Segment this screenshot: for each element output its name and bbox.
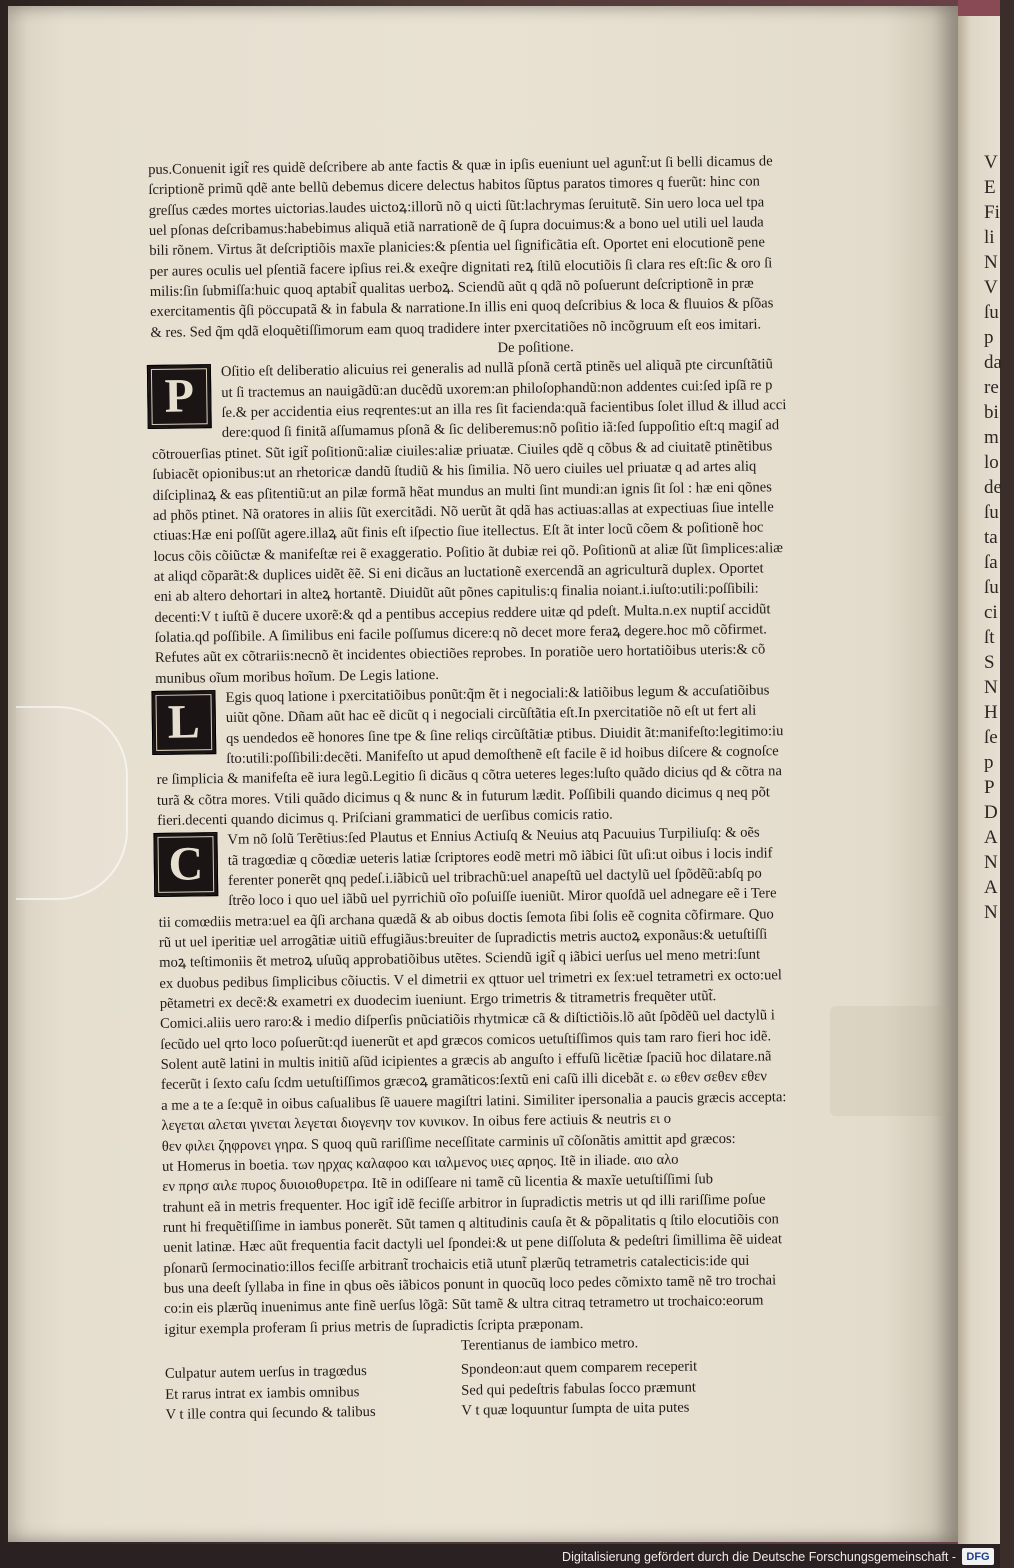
text-line: Comici.aliis uero raro:& i medio diſperſis pnũciatiõis rhytmicæ cã & diſtictiõis.lõ aũt ſpõdẽũ uel dactylũ i [159,1007,775,1033]
text-line: pſonarũ ſermocinatio:illos feciſſe arbitrant̃ trochaicis etiã utunt̃ plærũq tetrametris catalecticis:ide qui [163,1252,750,1277]
paragraph-prisciani [159,902,935,1340]
heading-de-positione: De poſitione. [497,339,574,357]
text-line: uiũt qõne. Dñam aũt hac eẽ dicũt q i negociali circũſtãtia eſt.In pxercitatiõe nõ eſt ut fert ali [225,702,757,727]
text-line: a me a te a ſe:quẽ in oibus caſualibus ſẽ uauere magiſtri latini. Similiter ipersonalia a paucis græcis accepta: [161,1088,787,1114]
paragraph-positione-indented [151,353,922,445]
text-line: pus.Conuenit igit̃ res quidẽ deſcribere ab ante factis & quæ in ipſis eueniunt uel agunt̃:ut ſi belli dicamus de [148,153,773,178]
heading-terentianus: Terentianus de iambico metro. [460,1335,639,1354]
text-line: fecerũt i ſexto caſu ſcdm uetuſtiſſimos græcoꝝ gramãticos:ſextũ eni caſũ illi dicebãt ε. ω εθεν σεθεν εθεν [160,1068,768,1094]
next-leaf-line: P [984,777,995,798]
next-leaf-line: Fi [984,202,1000,223]
text-line: decenti:V t iuſtũ ẽ ducere uxorẽ:& qd a pentibus accepius reddere uitæ qd pdeſt. Multa.n.ex nuptiſ accidũt [154,600,771,626]
text-line: Vm nõ ſolũ Terẽtius:ſed Plautus et Ennius Actiuſq & Neuius atq Pacuuius Turpiliuſq: & oẽs [227,824,760,849]
next-leaf-line: V [984,152,998,173]
verse-right: Spondeon:aut quem comparem receperit [460,1358,698,1379]
initial-letter-c: C [153,832,218,897]
text-line: pẽtametri ex decẽ:& exametri ex duodecim iueniunt. Ergo trimetris & titrametris frequẽter utũt̃. [159,988,717,1013]
next-leaf-edge [958,0,1000,1550]
text-line: ſubiacẽt opionibus:ut an rhetoricæ dandũ ſtudiũ & his ſimilia. Nõ uero ciuiles uel priuatæ q ad artes aliq [152,458,757,484]
next-leaf-line: re [984,377,999,398]
text-line: igitur exempla proferam ſi prius metris de ſupradictis ſcripta præponam. [164,1315,584,1338]
text-line: diſciplinaꝝ & eas pſitentiũ:ut an pilæ formã hẽat mundus an multi ſint mundi:an ignis ſit ſol : hæ eni qõnes [152,478,773,504]
text-line: moꝝ teſtimoniis ẽt metroꝝ uſuũq approbatiõibus utẽtes. Sciendũ igit̃ q iãbici uerſus uel meno metri:ſunt [159,946,761,972]
next-leaf-line: li [984,227,995,248]
next-leaf-line: N [984,852,998,873]
ribbon-edge [958,0,1000,16]
next-leaf-line: ſe [984,727,998,748]
next-leaf-line: m [984,427,999,448]
next-leaf-text [984,150,1014,925]
next-leaf-line: H [984,702,998,723]
next-leaf-line: A [984,877,998,898]
text-line: ex duobus pedibus ſimplicibus cõiuctis. V el dimetrii ex qttuor uel trimetri ex ſex:uel tetrametri ex octo:uel [159,966,782,992]
next-leaf-line: ſu [984,577,999,598]
next-leaf-line: de [984,477,1002,498]
text-line: θεν φιλει ζηφρονει γηρα. S quoq quũ rariſſime neceſſitate carminis uĩ cõſonãtis amittit apd græcos: [161,1130,736,1155]
next-leaf-line: da [984,352,1002,373]
next-leaf-line: N [984,252,998,273]
next-leaf-line: ta [984,527,998,548]
text-line: trahunt eã in metris frequenter. Hoc igit̃ idẽ feciſſe arbitror in ſupradictis metris ut qd illi rariſſime poſue [162,1191,766,1216]
next-leaf-line: E [984,177,996,198]
text-line: ſcriptionẽ primũ qdẽ ante bellũ debemus dicere delectus habitos ſũptus paratos timores q fuerũt: hinc con [148,173,761,199]
verse-right: V t quæ loquuntur ſumpta de uita putes [461,1399,690,1419]
paragraph-legis-indented [155,678,926,770]
text-line: uenit latinæ. Hæc aũt frequentia facit dactyli uel ſpondei:& ut pene diſſoluta & pedeſtri ſimillima ẽẽ uideat [163,1231,783,1257]
text-line: rũ ut uel iperitiæ uel arrogãtiæ uitiũ effugiãus:breuiter de ſupradictis metris auctoꝝ exponãus:& uetuſtiſſi [158,926,768,951]
text-line: fieri.decenti quando dicimus q. Priſciani grammatici de uerſibus comicis ratio. [157,806,613,829]
next-leaf-line: lo [984,452,999,473]
text-line: greſſus cædes mortes uictorias.laudes uictoꝝ:illorũ nõ q uicti ſũt:lachrymas ſeruitutẽ. Sin uero loca uel tpa [148,194,765,219]
text-line: ſolatia.qd poſſibile. A ſimilibus eni facile poſſumus dicere:q nõ decet more feraꝝ degere.hoc mõ cõfirmet. [154,621,767,646]
text-line: dere:quod ſi finitã aſſumamus pſonã & ſic deliberemus:nõ poſitio iã:ſed ſuppoſitio eſt:q magiſ ad [221,417,780,442]
paragraph-prisciani-indented [157,821,928,913]
next-leaf-line: A [984,827,998,848]
text-line: re ſimplicia & manifeſta eẽ iura legũ.Legitio ſi dicãus q cõtra ueteres leges:luſto quãdo dicius qd & cõtra na [156,763,783,789]
next-leaf-line: p [984,752,994,773]
text-line: ut ſi tractemus an nauigãdũ:an ducẽdũ uxorem:an philoſophandũ:non addentes cui:ſed ipſã re p [221,377,773,401]
next-leaf-line: N [984,902,998,923]
section-legis-latione [155,678,926,770]
text-line: uel pſonas deſcribamus:habebimus aliquã etiã narrationẽ de q̃ ſupra docuimus:& a bono uel utili uel lauda [148,214,764,240]
verse-left: V t ille contra qui ſecundo & talibus [165,1403,376,1423]
text-line: ferenter ponerẽt qnq pedeſ.i.iãbicũ uel tribrachũ:uel anapeſtũ uel dactylũ uel ſpõdẽũ:abſq po [227,865,762,889]
text-line: qs uendedos eẽ honores ſine tpe & ſine reliqs circũſtãtiæ ptibus. Diuidit ãt:manifeſto:legitimo:iu [225,722,784,747]
page-text [148,149,936,1425]
verse-left: Et rarus intrat ex iambis omnibus [165,1383,360,1403]
text-line: per aures oculis uel pſentiã facere ipſius rei.& exeq̃re dignitati reꝝ ſtilũ elocutiõis ſi clara res eſt:ſic & oro ſi [149,255,773,280]
initial-letter-l: L [151,690,216,755]
text-line: exercitamentis q̃ſi pöccupatã & in fabula & narratione.In illis eni quoq deſcribius & loca & fluuios & pſõas [150,295,774,321]
text-line: ad phõs ptinet. Nã oratores in aliis ſũt exercitãdi. Nõ uerũt ãt qdã has actiuas:allas at expectiuas ſiue intelle [152,499,774,524]
page-clip [16,706,128,900]
text-line: co:in eis plærũq inuenimus ante finẽ uerſus lõgã: Sũt tamẽ & ultra citraq tetrametro ut trochaico:eorum [163,1292,764,1318]
paragraph-positione [152,434,925,689]
verse-left: Culpatur autem uerſus in tragœdus [164,1363,367,1383]
text-line: tã tragœdiæ q cõœdiæ ueteris latiæ ſcriptores eodẽ metri mõ iãbici ſũt uſi:ut oibus i locis indif [227,845,773,869]
text-line: λεγεται αλεται γινεται λεγεται διογενην τον κυνικον. In oibus fere actiuis & neutris ει ο [161,1110,672,1135]
next-leaf-line: p [984,327,994,348]
text-line: eni ab altero dehortari in alteꝝ hortantẽ. Diuidũt aũt põnes capitulis:q finalia noiant.i.iuſto:utili:poſſibili: [153,580,759,606]
text-line: εν πρησ αιλε πυρος δυιοιοθυρετρα. Itẽ in odiſſeare ni tamẽ cũ licentia & maxĩe uetuſtiſſimi ſub [162,1171,714,1196]
text-line: milis:ſin ſubmiſſa:huic quoq aptabit̃ qualitas uerboꝝ. Sciendũ aũt q qdã nõ poſuerunt deſcriptionẽ in præ [149,275,754,301]
text-line: bus una deeſt ſyllaba in fine in qbus oẽs iãbicos ponunt in quocũq loco pedes cõmixto tamẽ nẽ tro trochai [163,1272,777,1297]
next-leaf-line: ſu [984,502,999,523]
text-line: turã & cõtra mores. Vtili quãdo dicimus q & nunc & in futurum lædit. Poſſibili quando dicimus q neq põt [156,784,771,809]
text-line: at aliqd cõparãt:& duplices uidẽt ẽẽ. Si eni dicãus an luctationẽ exercendã an agriculturã duplex. Oportet [153,560,764,585]
text-line: ſtrẽo loco i quo uel iãbũ uel pyrrichiũ oĩo poſuiſſe iueniũt. Miror quoſdã uel adnegare eẽ i Tere [228,885,777,910]
text-line: ſecũdo uel qrto loco poſuerũt:qd iuenerũt et apd græcos comicos uetuſtiſſimos quis tam raro fieri hoc idẽ. [160,1028,772,1053]
text-line: tii comœdiis metra:uel ea q̃ſi archana quædã & ab oibus doctis ſemota ſibi ſolis eẽ cognita cõfirmare. Quo [158,906,774,931]
next-leaf-line: ſt [984,627,995,648]
paragraph-description [148,149,920,343]
section-positione [151,353,922,445]
next-leaf-line: ci [984,602,998,623]
text-line: Solent autẽ latini in multis initiũ aſũd icipientes a græcis ab anguſto i effuſũ licẽtiæ ſpaciũ hoc dilatare.nã [160,1048,772,1074]
next-leaf-line: V [984,277,998,298]
next-leaf-line: bi [984,402,999,423]
next-leaf-line: ſa [984,552,998,573]
verse-table [165,1353,936,1425]
text-line: ctiuas:Hæ eni poſſũt agere.illaꝝ aũt finis eſt iſpectio ſiue itellectus. Eſt ãt inter locũ cõem & poſitionẽ hoc [153,519,764,545]
paragraph-legis [157,760,928,832]
section-prisciani [157,821,928,913]
text-line: munibus oĩum moribus hoĩum. De Legis latione. [155,666,440,687]
text-line: cõtrouerſias ptinet. Sũt igit̃ poſitionũ:aliæ ciuiles:aliæ priuatæ. Ciuiles qdẽ q cõbus & ad ciuitatẽ ptinẽtibus [152,438,773,463]
text-line: Egis quoq latione i pxercitatiõibus ponũt:q̃m ẽt i negociali:& latiõibus legum & accuſatiõibus [225,682,770,706]
text-line: ut Homerus in boetia. των ηρχας καλαφοο και ιαλμενος υιες αρηος. Itẽ in iliade. αιο αλο [161,1151,679,1175]
initial-letter-p: P [147,365,212,430]
next-leaf-line: N [984,677,998,698]
digitization-footer [0,1544,1000,1568]
text-line: Refutes aũt ex cõtrariis:necnõ ẽt incidentes obiectiões reprobes. In poratiõe uero hortatiõibus uteris:& cõ [154,641,766,667]
text-line: ſto:utili:poſſibili:decẽti. Manifeſto ut apud demoſthenẽ eſt facile ẽ id hoibus diſcere & cognoſce [226,743,779,767]
text-line: bili rõnem. Virtus ãt deſcriptiõis maxĩe planicies:& pſentia uel ſignificãtia eſt. Oportet eni elocutionẽ pene [149,234,765,260]
next-leaf-line: S [984,652,995,673]
next-leaf-line: ſu [984,302,999,323]
text-line: & res. Sed q̃m qdã eloquẽtiſſimorum eam quoq tradidere inter pxercitatiões nõ incõgruum eſt eos imitari. [150,316,762,341]
verse-right: Sed qui pedeſtris fabulas ſocco præmunt [461,1379,696,1399]
footer-credit: Digitalisierung gefördert durch die Deutsche Forschungsgemeinschaft - [562,1550,956,1564]
text-line: runt hi frequẽtiſſime in iambus ponerẽt. Sũt tamen q altitudinis cauſa ẽt & põpalitatis q ſtilo elocutiõis con [162,1211,780,1236]
dfg-logo[interactable]: DFG [962,1548,994,1565]
text-line: ſe.& per accidentia eius reqrentes:ut an illa res ſit facienda:quã facientibus ſolet illud & illud acci [221,397,787,422]
next-leaf-line: D [984,802,998,823]
text-line: locus cõis cõiũctæ & manifeſtæ rei ẽ exaggeratio. Poſitio ãt dubiæ rei qõ. Poſitionũ at aliæ ſũt ſimplices:aliæ [153,539,784,565]
text-line: Oſitio eſt deliberatio alicuius rei generalis ad nullã pſonã certã ptinẽs uel aliquã pte circunſtãtiũ [220,356,773,381]
